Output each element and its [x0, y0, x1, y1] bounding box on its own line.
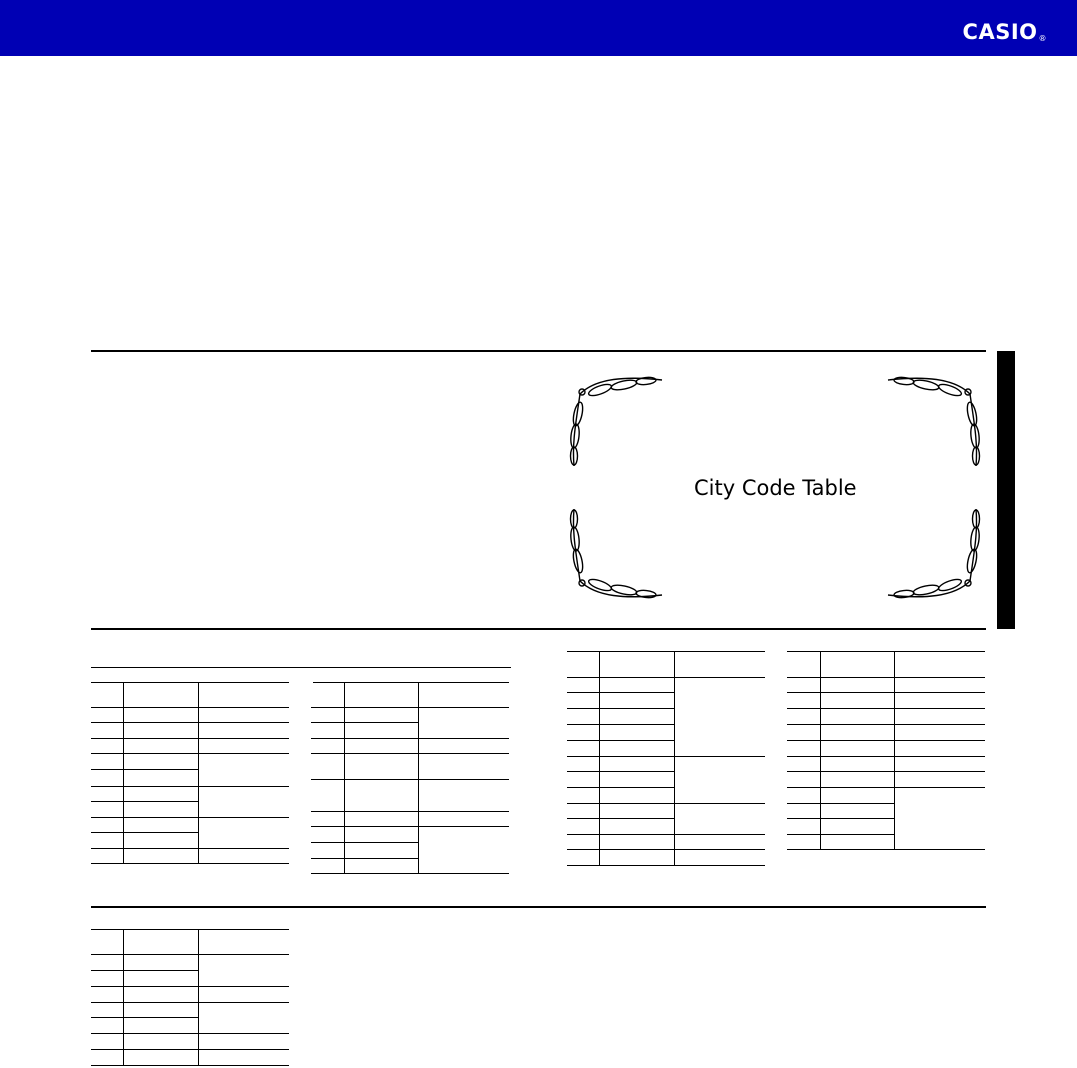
city-table-3 [567, 651, 767, 871]
side-index-tab [997, 351, 1015, 629]
registered-mark: ® [1038, 34, 1047, 43]
brand-logo [963, 22, 1047, 43]
flourish-top-right-icon [884, 372, 984, 470]
page-header [0, 0, 1077, 56]
flourish-top-left-icon [566, 372, 666, 470]
city-table-1 [91, 682, 291, 867]
cover-title: City Code Table [694, 476, 857, 500]
brand-logo-text: CASIO [962, 20, 1038, 44]
flourish-bottom-left-icon [566, 505, 666, 603]
city-table-5 [91, 928, 291, 1068]
section-rule-bottom [91, 906, 986, 908]
city-table-4 [787, 651, 987, 853]
section-rule-top [91, 350, 986, 352]
section-rule-middle [91, 628, 986, 630]
city-table-2 [311, 682, 511, 877]
flourish-bottom-right-icon [884, 505, 984, 603]
